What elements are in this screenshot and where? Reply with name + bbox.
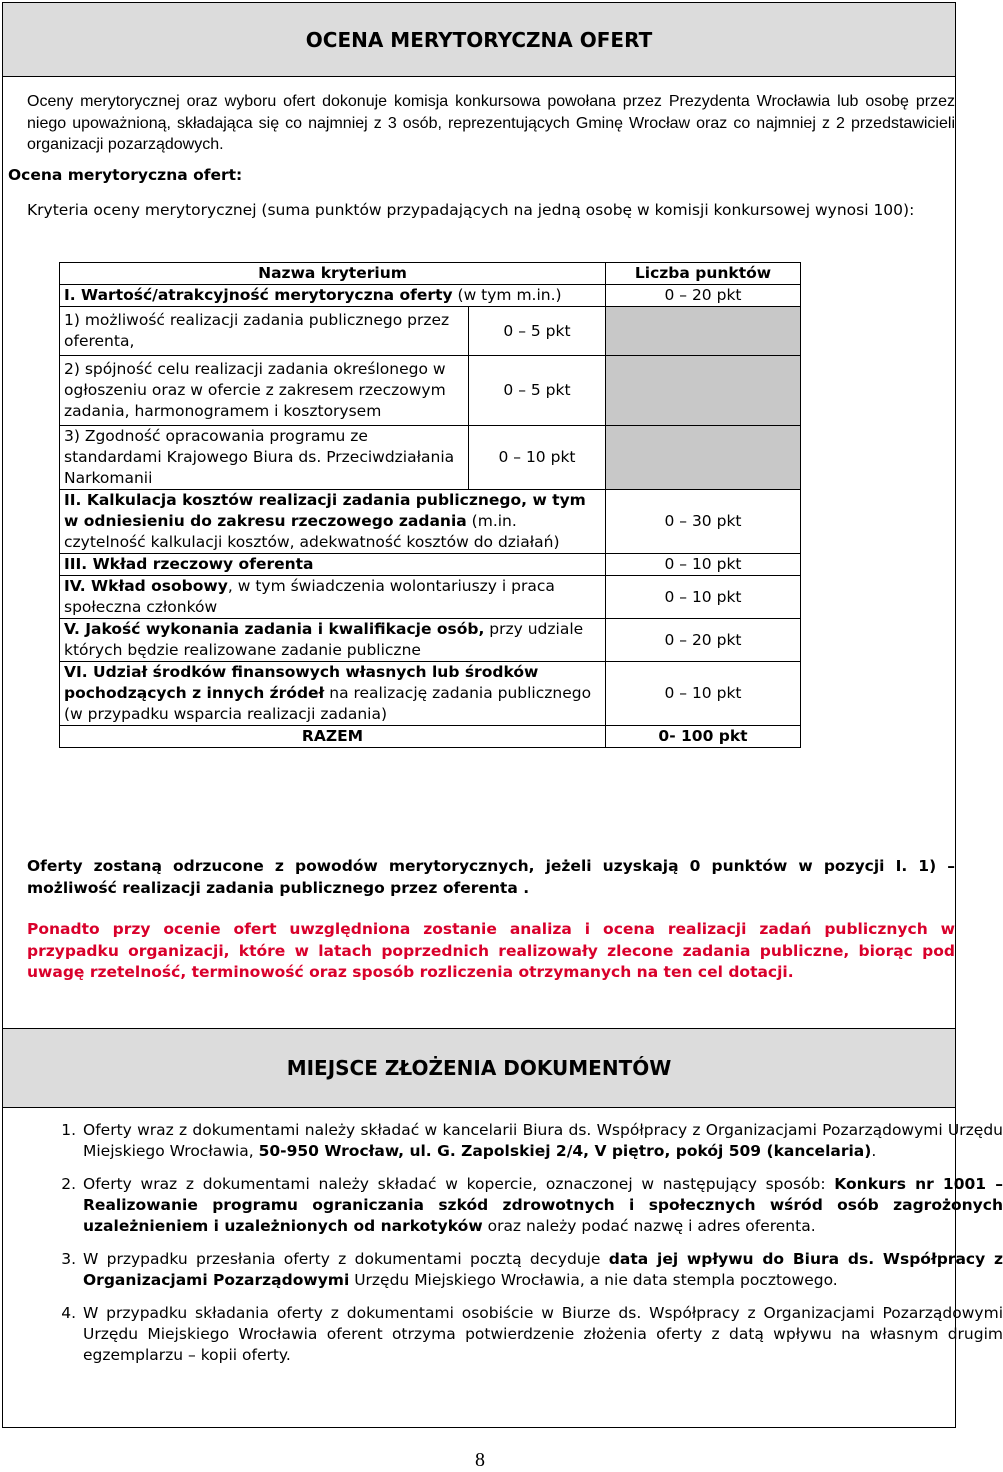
- criterion-4-points: 0 – 10 pkt: [606, 576, 801, 619]
- subcriterion-3-points: 0 – 10 pkt: [469, 426, 606, 490]
- subcriterion-2-points: 0 – 5 pkt: [469, 356, 606, 426]
- document-frame: [2, 2, 1003, 1428]
- grey-cell: [606, 356, 801, 426]
- criterion-3-points: 0 – 10 pkt: [606, 554, 801, 576]
- section-title-text: OCENA MERYTORYCZNA OFERT: [305, 27, 653, 52]
- table-row: [60, 490, 801, 554]
- table-row: [60, 619, 801, 662]
- subcriterion-1-points: 0 – 5 pkt: [469, 307, 606, 356]
- intro-paragraph: Oceny merytorycznej oraz wyboru ofert dokonuje komisja konkursowa powołana przez Prezydenta Wrocławia lub osobę przez niego upoważnioną, składająca się co najmniej z 3 osób, reprezentujących Gminę Wrocław oraz co najmniej z 2 przedstawicieli organizacji pozarządowych.: [27, 93, 955, 153]
- criterion-6-points: 0 – 10 pkt: [606, 662, 801, 726]
- table-total-row: [60, 726, 801, 748]
- criterion-4: IV. Wkład osobowy, w tym świadczenia wolontariuszy i praca społeczna członków: [60, 576, 606, 619]
- total-points: 0- 100 pkt: [606, 726, 801, 748]
- grey-cell: [606, 426, 801, 490]
- criterion-2-points: 0 – 30 pkt: [606, 490, 801, 554]
- table-row: [60, 307, 801, 356]
- criterion-6: VI. Udział środków finansowych własnych lub środków pochodzących z innych źródeł na realizację zadania publicznego (w przypadku wsparcia realizacji zadania): [60, 662, 606, 726]
- submission-list: [33, 1120, 1003, 1378]
- criterion-3: III. Wkład rzeczowy oferenta: [60, 554, 606, 576]
- table-row: [60, 662, 801, 726]
- grey-cell: [606, 307, 801, 356]
- subcriterion-3: 3) Zgodność opracowania programu ze standardami Krajowego Biura ds. Przeciwdziałania Narkomanii: [60, 426, 469, 490]
- subcriterion-1: 1) możliwość realizacji zadania publicznego przez oferenta,: [60, 307, 469, 356]
- list-item: 3. W przypadku przesłania oferty z dokumentami pocztą decyduje data jej wpływu do Biura ds. Współpracy z Organizacjami Pozarządowymi Urzędu Miejskiego Wrocławia, a nie data stempla pocztowego.: [81, 1249, 1003, 1291]
- criterion-1: I. Wartość/atrakcyjność merytoryczna oferty (w tym m.in.): [60, 285, 606, 307]
- table-row: [60, 576, 801, 619]
- rejection-note: Oferty zostaną odrzucone z powodów merytorycznych, jeżeli uzyskają 0 punktów w pozycji I. 1) – możliwość realizacji zadania publicznego przez oferenta .: [27, 857, 955, 897]
- table-header-row: [60, 263, 801, 285]
- subcriterion-2: 2) spójność celu realizacji zadania określonego w ogłoszeniu oraz w ofercie z zakresem rzeczowym zadania, harmonogramem i kosztorysem: [60, 356, 469, 426]
- table-row: [60, 426, 801, 490]
- criterion-1-points: 0 – 20 pkt: [606, 285, 801, 307]
- additional-evaluation-note: Ponadto przy ocenie ofert uwzględniona zostanie analiza i ocena realizacji zadań publicznych w przypadku organizacji, które w latach poprzednich realizowały zlecone zadania publiczne, biorąc pod uwagę rzetelność, terminowość oraz sposób rozliczenia otrzymanych na ten cel dotacji.: [27, 920, 955, 981]
- total-label: RAZEM: [60, 726, 606, 748]
- section-title-evaluation: [3, 3, 955, 77]
- page-number: 8: [475, 1449, 485, 1471]
- section-title-text: MIEJSCE ZŁOŻENIA DOKUMENTÓW: [286, 1056, 672, 1080]
- criterion-5-points: 0 – 20 pkt: [606, 619, 801, 662]
- list-item: 4. W przypadku składania oferty z dokumentami osobiście w Biurze ds. Współpracy z Organizacjami Pozarządowymi Urzędu Miejskiego Wrocławia oferent otrzyma potwierdzenie złożenia oferty z datą wpływu na własnym drugim egzemplarzu – kopii oferty.: [81, 1303, 1003, 1366]
- section-title-submission: [3, 1028, 955, 1108]
- criterion-2: II. Kalkulacja kosztów realizacji zadania publicznego, w tym w odniesieniu do zakresu rzeczowego zadania (m.in. czytelność kalkulacji kosztów, adekwatność kosztów do działań): [60, 490, 606, 554]
- header-points: Liczba punktów: [606, 263, 801, 285]
- header-criterion-name: Nazwa kryterium: [60, 263, 606, 285]
- list-item: 1. Oferty wraz z dokumentami należy składać w kancelarii Biura ds. Współpracy z Organizacjami Pozarządowymi Urzędu Miejskiego Wrocławia, 50-950 Wrocław, ul. G. Zapolskiej 2/4, V piętro, pokój 509 (kancelaria).: [81, 1120, 1003, 1162]
- criteria-intro: Kryteria oceny merytorycznej (suma punktów przypadających na jedną osobę w komisji konkursowej wynosi 100):: [27, 201, 915, 219]
- evaluation-subheading: Ocena merytoryczna ofert:: [8, 166, 243, 184]
- criteria-table: [59, 262, 801, 748]
- table-row: [60, 285, 801, 307]
- list-item: 2. Oferty wraz z dokumentami należy składać w kopercie, oznaczonej w następujący sposób: Konkurs nr 1001 – Realizowanie programu ograniczania szkód zdrowotnych i społecznych wśród osób zagrożonych uzależnieniem i uzależnionych od narkotyków oraz należy podać nazwę i adres oferenta.: [81, 1174, 1003, 1237]
- criterion-5: V. Jakość wykonania zadania i kwalifikacje osób, przy udziale których będzie realizowane zadanie publiczne: [60, 619, 606, 662]
- table-row: [60, 554, 801, 576]
- table-row: [60, 356, 801, 426]
